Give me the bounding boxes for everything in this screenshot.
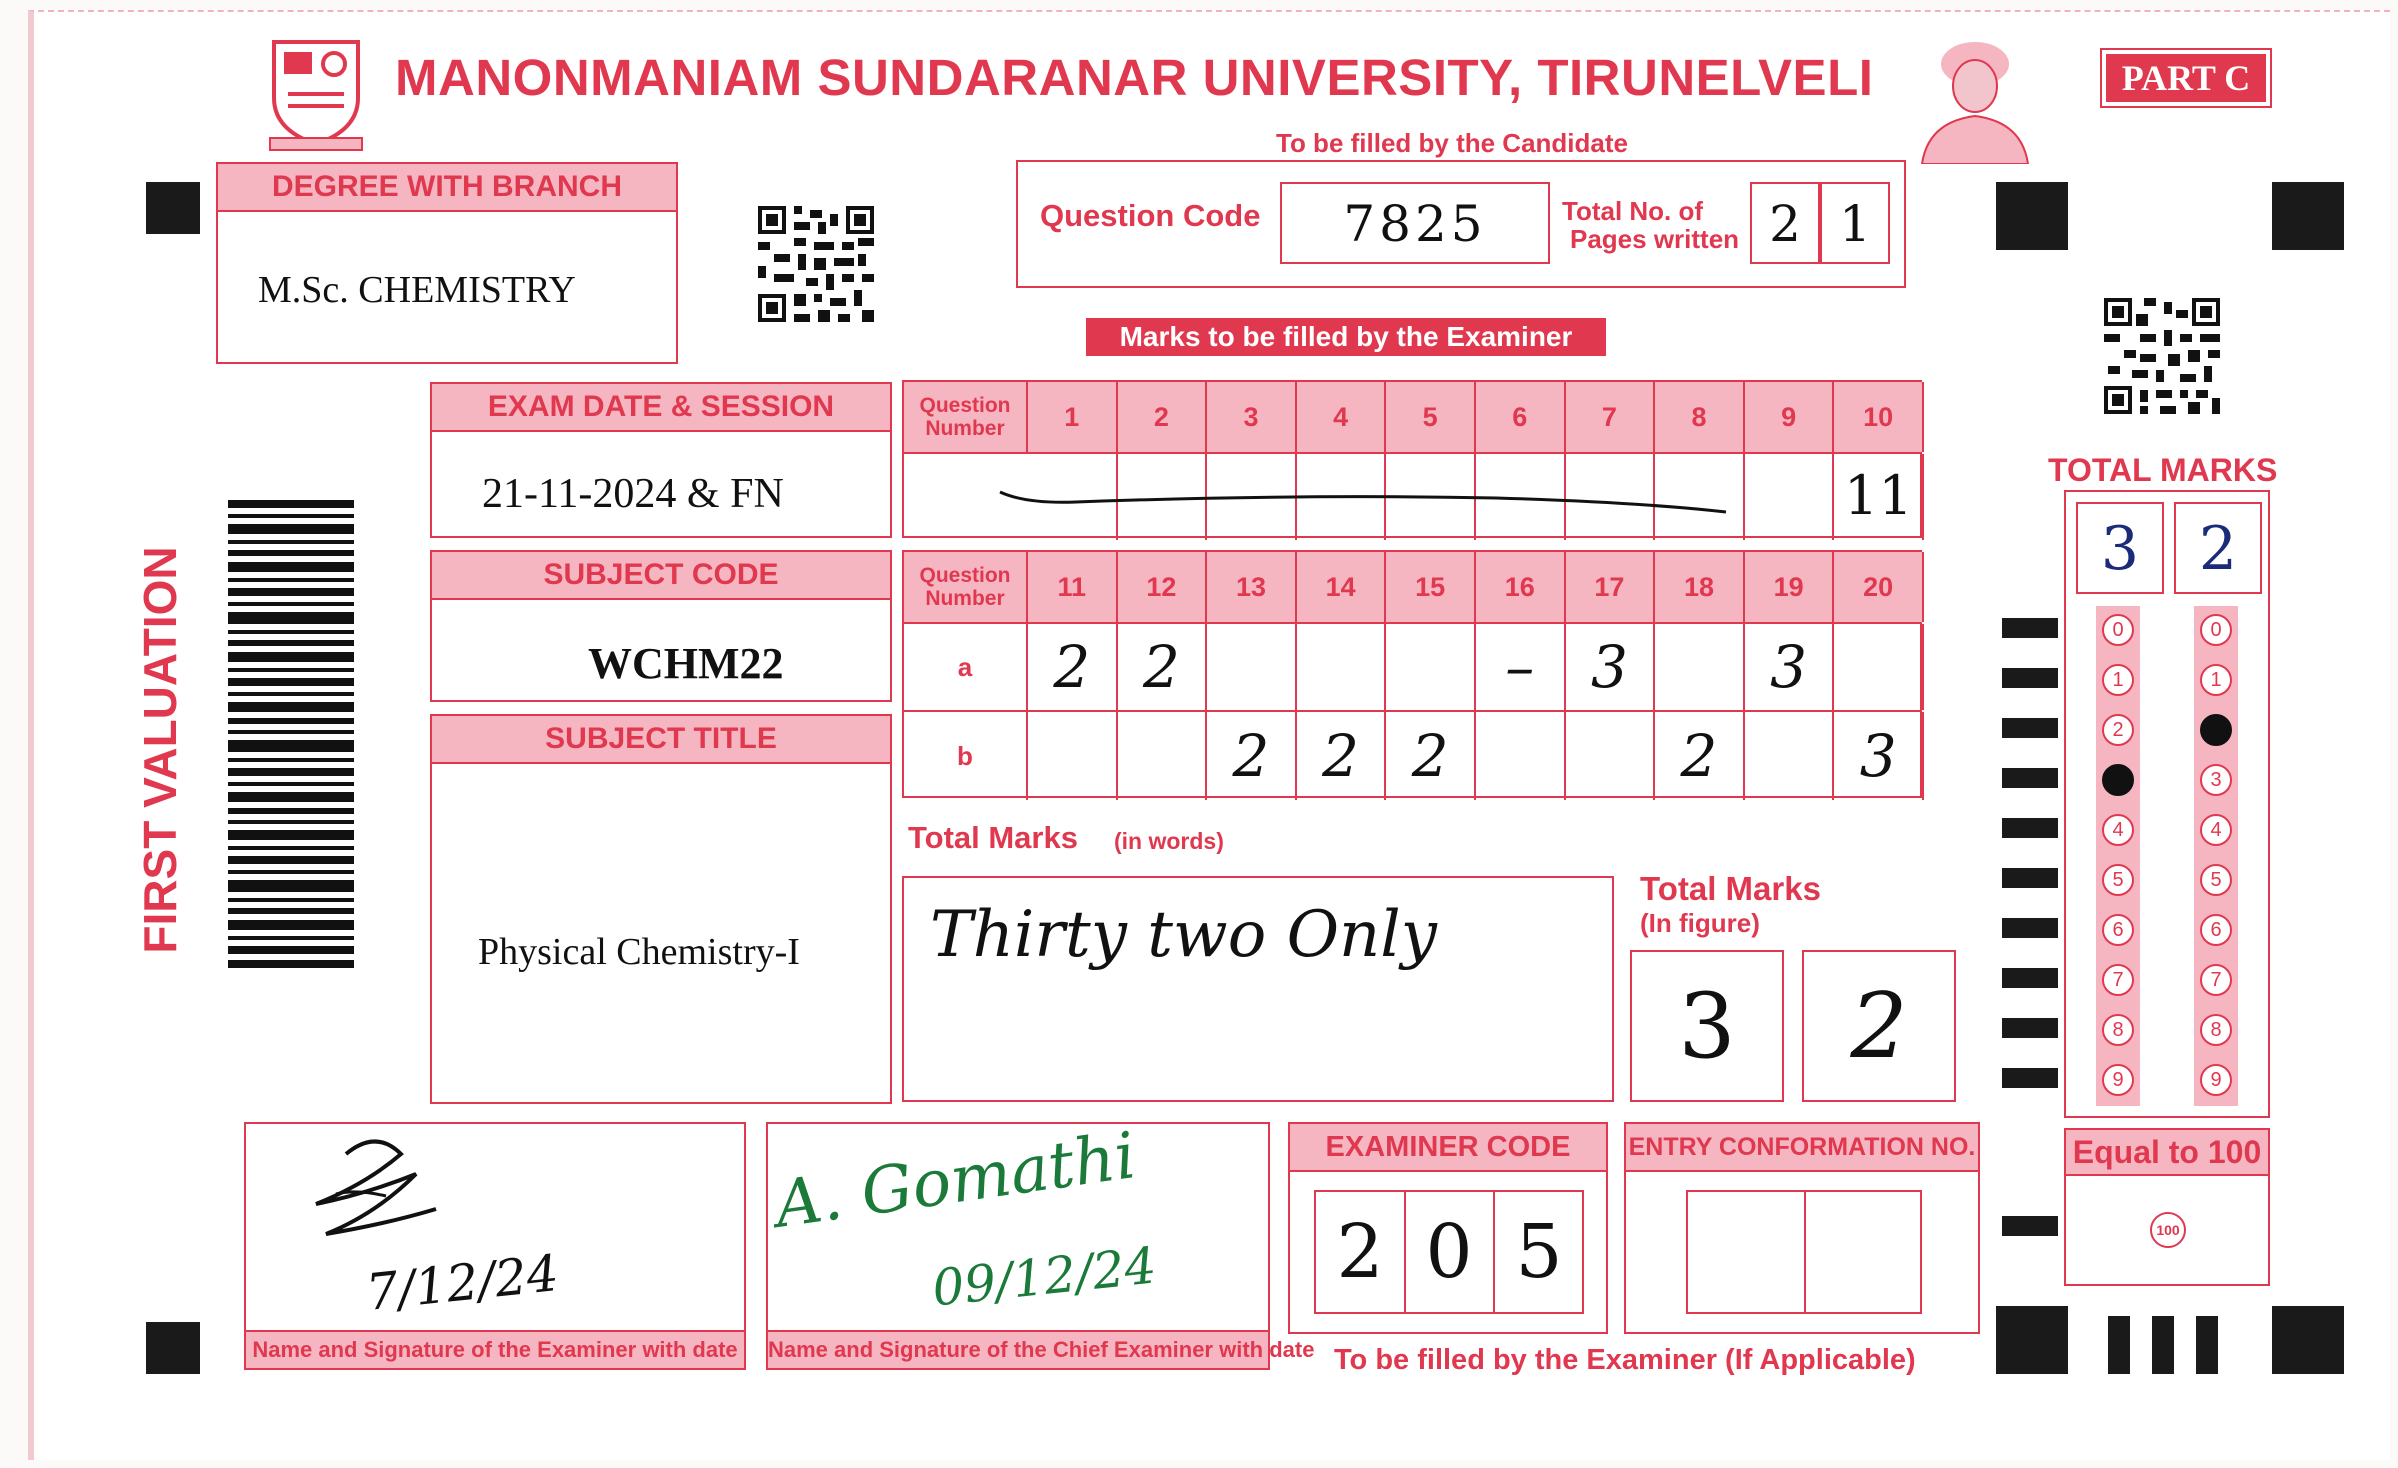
corner-marker-tr1: [1996, 182, 2068, 250]
university-emblem: [266, 34, 366, 152]
pages-digit-1: [1750, 182, 1820, 264]
corner-marker-tl: [146, 182, 200, 234]
question-number: 14: [1297, 552, 1387, 622]
mark-cell: [1745, 454, 1835, 540]
pages-label-2: Pages written: [1570, 224, 1740, 254]
question-number: 15: [1386, 552, 1476, 622]
timing-mark: [2002, 868, 2058, 888]
row-a-label: a: [904, 624, 1028, 710]
question-number: 1: [1028, 382, 1118, 452]
omr-bubble-tens[interactable]: 4: [2102, 814, 2134, 846]
first-valuation-label: [130, 530, 190, 970]
question-number: 2: [1118, 382, 1208, 452]
question-number: 16: [1476, 552, 1566, 622]
pages-digit-2: [1820, 182, 1890, 264]
mark-cell: [1834, 624, 1924, 710]
mark-cell: 3: [1745, 624, 1835, 710]
question-number: 19: [1745, 552, 1835, 622]
omr-bubble-units[interactable]: 3: [2200, 764, 2232, 796]
timing-mark: [2002, 768, 2058, 788]
question-number: 6: [1476, 382, 1566, 452]
question-number: 20: [1834, 552, 1924, 622]
timing-mark: [2002, 618, 2058, 638]
examiner-sign-box: [244, 1122, 746, 1370]
total-figure-label: Total Marks: [1640, 870, 1821, 907]
mark-cell: [1566, 712, 1656, 800]
examiner-sign-date: 7/12/24: [363, 1244, 562, 1322]
omr-bubble-tens[interactable]: 9: [2102, 1064, 2134, 1096]
total-words-box: [902, 876, 1614, 1102]
exam-date-box: [430, 382, 892, 538]
omr-digit-tens-value: 3: [2100, 514, 2140, 584]
timing-mark: [2002, 918, 2058, 938]
entry-conf-box: [1624, 1122, 1980, 1334]
omr-bubble-tens[interactable]: 8: [2102, 1014, 2134, 1046]
omr-bubble-units[interactable]: 5: [2200, 864, 2232, 896]
question-number: 18: [1655, 552, 1745, 622]
total-figure-digit-2-value: 2: [1850, 974, 1908, 1079]
mark-cell: 2: [1297, 712, 1387, 800]
mark-cell: [1745, 712, 1835, 800]
omr-bubble-units[interactable]: 2: [2200, 714, 2232, 746]
omr-digit-tens: [2076, 502, 2164, 594]
chief-sign-box: [766, 1119, 1315, 1370]
subject-code-label: SUBJECT CODE: [432, 552, 890, 600]
timing-mark: [2002, 668, 2058, 688]
examiner-sign-label: Name and Signature of the Examiner with date: [246, 1330, 744, 1368]
question-number-header: [904, 382, 1028, 452]
mark-cell: [1207, 624, 1297, 710]
timing-bar: [2152, 1316, 2174, 1374]
entry-conf-label: ENTRY CONFORMATION NO.: [1626, 1124, 1978, 1172]
mark-cell: –: [1476, 624, 1566, 710]
mark-cell: [1386, 624, 1476, 710]
omr-digit-units: [2174, 502, 2262, 594]
timing-mark: [2002, 968, 2058, 988]
question-number: 12: [1118, 552, 1208, 622]
exam-date-label: EXAM DATE & SESSION: [432, 384, 890, 432]
total-marks-omr-label: TOTAL MARKS: [2048, 452, 2278, 488]
footer-note: To be filled by the Examiner (If Applicable): [1334, 1344, 1916, 1376]
question-code-label: Question Code: [1040, 198, 1261, 233]
omr-digit-units-value: 2: [2198, 514, 2238, 584]
mark-cell: [1476, 712, 1566, 800]
examiner-code-digit: 0: [1405, 1192, 1495, 1312]
subject-code-value: WCHM22: [588, 639, 784, 688]
total-figure-digit-2: [1802, 950, 1956, 1102]
part-badge: [2102, 50, 2270, 106]
bubble-100[interactable]: 100: [2150, 1212, 2186, 1248]
omr-bubble-tens[interactable]: 6: [2102, 914, 2134, 946]
timing-mark: [2002, 1068, 2058, 1088]
mark-cell: [1118, 712, 1208, 800]
timing-mark: [2002, 718, 2058, 738]
question-code-box: [1016, 160, 1906, 288]
strike-line: [996, 482, 1728, 522]
part-label: PART C: [2121, 58, 2251, 98]
founder-portrait: [1912, 36, 2038, 164]
mark-cell: 2: [1118, 624, 1208, 710]
question-number: 5: [1386, 382, 1476, 452]
corner-marker-bl: [146, 1322, 200, 1374]
examiner-code-digit: 5: [1515, 1209, 1563, 1295]
timing-bar: [2108, 1316, 2130, 1374]
question-code-field: [1280, 182, 1550, 264]
mark-cell: [1297, 624, 1387, 710]
timing-mark: [2002, 1216, 2058, 1236]
omr-bubble-tens[interactable]: 7: [2102, 964, 2134, 996]
corner-marker-br1: [1996, 1306, 2068, 1374]
mark-cell: 2: [1655, 712, 1745, 800]
timing-mark: [2002, 818, 2058, 838]
omr-bubble-units[interactable]: 8: [2200, 1014, 2232, 1046]
question-number: 3: [1207, 382, 1297, 452]
degree-label: DEGREE WITH BRANCH: [218, 164, 676, 212]
examiner-code-label: EXAMINER CODE: [1290, 1124, 1606, 1172]
marks-grid-2: [902, 550, 1922, 798]
mark-cell: 2: [1386, 712, 1476, 800]
first-valuation-text: FIRST VALUATION: [134, 546, 186, 954]
question-label-line1: Question: [919, 394, 1011, 417]
qr-code: [758, 206, 874, 327]
candidate-note: To be filled by the Candidate: [1276, 128, 1628, 158]
omr-bubble-units[interactable]: 0: [2200, 614, 2232, 646]
question-number: 13: [1207, 552, 1297, 622]
marks-grid-1: [902, 380, 1922, 538]
omr-bubble-tens[interactable]: 0: [2102, 614, 2134, 646]
question-number: 17: [1566, 552, 1656, 622]
examiner-note-banner: Marks to be filled by the Examiner: [1086, 318, 1606, 356]
pages-digit-1-value: 2: [1769, 195, 1801, 253]
exam-date-value: 21-11-2024 & FN: [482, 471, 784, 517]
subject-title-box: [430, 714, 892, 1104]
timing-bar: [2196, 1316, 2218, 1374]
university-title: MANONMANIAM SUNDARANAR UNIVERSITY, TIRUNELVELI: [395, 49, 1874, 106]
question-label-line1-2: Question: [919, 564, 1011, 587]
qr-code: [2104, 298, 2220, 419]
total-figure-sublabel: (In figure): [1640, 908, 1760, 938]
question-number: 4: [1297, 382, 1387, 452]
equal-100-box: [2064, 1128, 2270, 1286]
total-figure-digit-1: [1630, 950, 1784, 1102]
chief-sign-date: 09/12/24: [929, 1236, 1159, 1318]
question-number: 9: [1745, 382, 1835, 452]
mark-cell: 3: [1566, 624, 1656, 710]
examiner-code-box: [1288, 1122, 1608, 1334]
total-marks-omr: [2064, 490, 2270, 1118]
question-label-line2: Number: [925, 417, 1005, 440]
row-b-label: b: [904, 712, 1028, 800]
subject-title-value: Physical Chemistry-I: [478, 931, 800, 973]
mark-cell: [1655, 624, 1745, 710]
question-label-line2-2: Number: [925, 587, 1005, 610]
total-words-sublabel: (in words): [1114, 828, 1224, 854]
mark-cell: 2: [1207, 712, 1297, 800]
question-number-header-2: [904, 552, 1028, 622]
total-figure-digit-1-value: 3: [1678, 974, 1736, 1079]
omr-bubble-units[interactable]: 7: [2200, 964, 2232, 996]
question-number: 11: [1028, 552, 1118, 622]
omr-bubble-units[interactable]: 9: [2200, 1064, 2232, 1096]
mark-cell: [1028, 712, 1118, 800]
omr-bubble-units[interactable]: 4: [2200, 814, 2232, 846]
chief-sign-name: A. Gomathi: [770, 1119, 1141, 1243]
omr-bubble-units[interactable]: 1: [2200, 664, 2232, 696]
mark-cell: 3: [1834, 712, 1924, 800]
omr-bubble-tens[interactable]: 2: [2102, 714, 2134, 746]
timing-mark: [2002, 1018, 2058, 1038]
corner-marker-br2: [2272, 1306, 2344, 1374]
mark-cell: 2: [1028, 624, 1118, 710]
total-words-value: Thirty two Only: [930, 898, 1437, 972]
examiner-code-digit: 2: [1316, 1192, 1406, 1312]
pages-digit-2-value: 1: [1839, 195, 1871, 253]
question-number: 7: [1566, 382, 1656, 452]
question-number: 10: [1834, 382, 1924, 452]
omr-bubble-units[interactable]: 6: [2200, 914, 2232, 946]
omr-bubble-tens[interactable]: 1: [2102, 664, 2134, 696]
degree-box: [216, 162, 678, 364]
question-number: 8: [1655, 382, 1745, 452]
total-words-label: Total Marks: [908, 820, 1078, 855]
chief-sign-label: Name and Signature of the Chief Examiner with date: [768, 1330, 1268, 1368]
omr-bubble-tens[interactable]: 3: [2102, 764, 2134, 796]
q10-mark: 11: [1844, 464, 1913, 527]
entry-conf-field[interactable]: [1686, 1190, 1922, 1314]
question-code-value: 7825: [1343, 195, 1487, 253]
barcode: [228, 500, 354, 968]
degree-value: M.Sc. CHEMISTRY: [258, 269, 576, 311]
omr-bubble-tens[interactable]: 5: [2102, 864, 2134, 896]
subject-code-box: [430, 550, 892, 702]
subject-title-label: SUBJECT TITLE: [432, 716, 890, 764]
equal-100-label: Equal to 100: [2066, 1130, 2268, 1176]
corner-marker-tr2: [2272, 182, 2344, 250]
pages-label-1: Total No. of: [1562, 196, 1704, 226]
